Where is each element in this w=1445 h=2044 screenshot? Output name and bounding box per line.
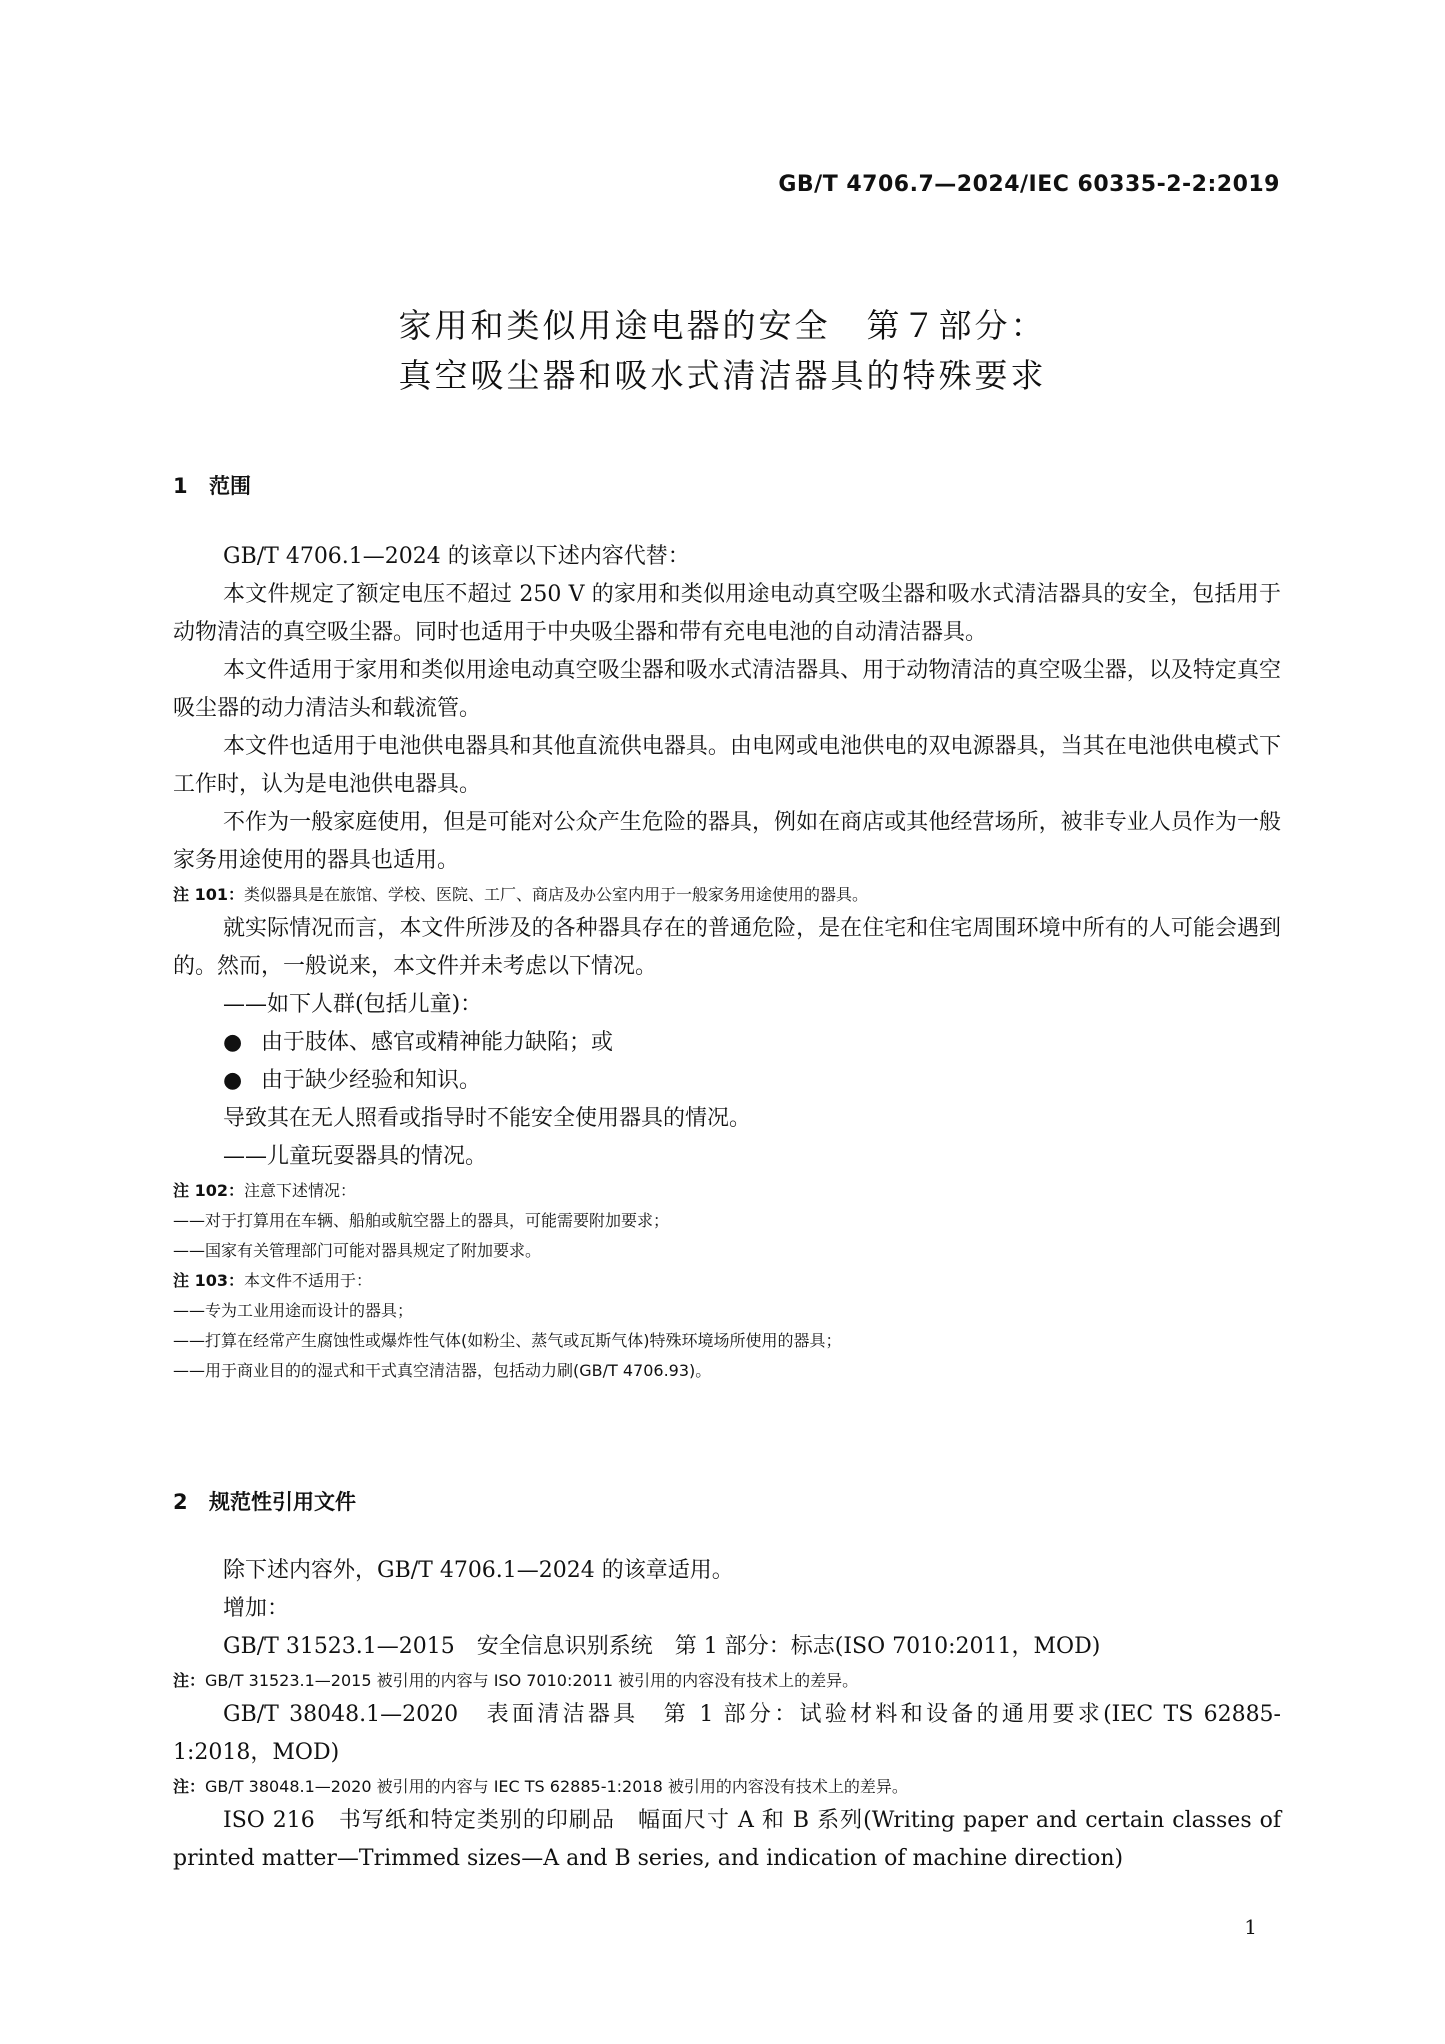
paragraph: 本文件规定了额定电压不超过 250 V 的家用和类似用途电动真空吸尘器和吸水式清洁器具的安全，包括用于动物清洁的真空吸尘器。同时也适用于中央吸尘器和带有充电电池的自动清洁器具。 xyxy=(173,582,1281,645)
paragraph: 本文件适用于家用和类似用途电动真空吸尘器和吸水式清洁器具、用于动物清洁的真空吸尘器，以及特定真空吸尘器的动力清洁头和载流管。 xyxy=(173,658,1281,721)
document-title-line-2: 真空吸尘器和吸水式清洁器具的特殊要求 xyxy=(398,356,1047,395)
bullet-icon: ● xyxy=(223,1068,243,1093)
section-2-heading xyxy=(173,1486,356,1516)
section-number: 1 xyxy=(173,474,188,498)
section-number: 2 xyxy=(173,1490,188,1514)
note-text: 本文件不适用于： xyxy=(243,1271,372,1290)
paragraph: 增加： xyxy=(223,1596,290,1621)
reference-entry: ISO 216 书写纸和特定类别的印刷品 幅面尺寸 A 和 B 系列(Writing paper and certain classes of printed matter—Trimmed sizes—A and B series, and indication of machine direction) xyxy=(173,1808,1281,1871)
note-text: GB/T 38048.1—2020 被引用的内容与 IEC TS 62885-1:2018 被引用的内容没有技术上的差异。 xyxy=(205,1777,908,1796)
note-label: 注 102： xyxy=(173,1181,244,1200)
paragraph: GB/T 4706.1—2024 的该章以下述内容代替： xyxy=(223,544,690,569)
reference-note xyxy=(173,1666,1281,1696)
reference-entry: GB/T 31523.1—2015 安全信息识别系统 第 1 部分：标志(ISO 7010:2011，MOD) xyxy=(223,1634,1101,1659)
section-2-body xyxy=(173,1552,1281,1878)
note-label: 注 101： xyxy=(173,885,244,904)
paragraph: 本文件也适用于电池供电器具和其他直流供电器具。由电网或电池供电的双电源器具，当其在电池供电模式下工作时，认为是电池供电器具。 xyxy=(173,734,1281,797)
note-label: 注 103： xyxy=(173,1271,244,1290)
bullet-item xyxy=(173,1062,1281,1100)
note-label: 注： xyxy=(173,1777,206,1796)
note-102 xyxy=(173,1176,1281,1206)
document-title-line-1: 家用和类似用途电器的安全 第７部分： xyxy=(398,306,1047,345)
standard-identifier: GB/T 4706.7—2024/IEC 60335-2-2:2019 xyxy=(778,172,1280,197)
note-text: GB/T 31523.1—2015 被引用的内容与 ISO 7010:2011 被引用的内容没有技术上的差异。 xyxy=(205,1671,859,1690)
reference-note xyxy=(173,1772,1281,1802)
note-103 xyxy=(173,1266,1281,1296)
reference-entry: GB/T 38048.1—2020 表面清洁器具 第 1 部分：试验材料和设备的通用要求(IEC TS 62885-1:2018，MOD) xyxy=(173,1702,1281,1765)
note-text: 注意下述情况： xyxy=(243,1181,356,1200)
bullet-icon: ● xyxy=(223,1030,243,1055)
note-list-item: ——专为工业用途而设计的器具； xyxy=(173,1301,414,1320)
section-title: 规范性引用文件 xyxy=(209,1490,356,1514)
paragraph: 不作为一般家庭使用，但是可能对公众产生危险的器具，例如在商店或其他经营场所，被非专业人员作为一般家务用途使用的器具也适用。 xyxy=(173,810,1281,873)
note-101 xyxy=(173,880,1281,910)
paragraph: 就实际情况而言，本文件所涉及的各种器具存在的普通危险，是在住宅和住宅周围环境中所有的人可能会遇到的。然而，一般说来，本文件并未考虑以下情况。 xyxy=(173,916,1281,979)
paragraph: 除下述内容外，GB/T 4706.1—2024 的该章适用。 xyxy=(223,1558,734,1583)
note-list-item: ——国家有关管理部门可能对器具规定了附加要求。 xyxy=(173,1241,542,1260)
bullet-text: 由于肢体、感官或精神能力缺陷；或 xyxy=(261,1030,614,1055)
note-label: 注： xyxy=(173,1671,206,1690)
note-text: 类似器具是在旅馆、学校、医院、工厂、商店及办公室内用于一般家务用途使用的器具。 xyxy=(243,885,868,904)
note-list-item: ——打算在经常产生腐蚀性或爆炸性气体(如粉尘、蒸气或瓦斯气体)特殊环境场所使用的器具； xyxy=(173,1331,842,1350)
note-list-item: ——对于打算用在车辆、船舶或航空器上的器具，可能需要附加要求； xyxy=(173,1211,670,1230)
dash-item: ——儿童玩耍器具的情况。 xyxy=(223,1144,488,1169)
bullet-text: 由于缺少经验和知识。 xyxy=(261,1068,482,1093)
section-title: 范围 xyxy=(209,474,251,498)
section-1-body xyxy=(173,538,1281,1386)
dash-item: ——如下人群(包括儿童)： xyxy=(223,992,483,1017)
bullet-item xyxy=(173,1024,1281,1062)
paragraph: 导致其在无人照看或指导时不能安全使用器具的情况。 xyxy=(223,1106,752,1131)
note-list-item: ——用于商业目的的湿式和干式真空清洁器，包括动力刷(GB/T 4706.93)。 xyxy=(173,1361,712,1380)
page-number: 1 xyxy=(1244,1915,1257,1939)
section-1-heading xyxy=(173,470,251,500)
